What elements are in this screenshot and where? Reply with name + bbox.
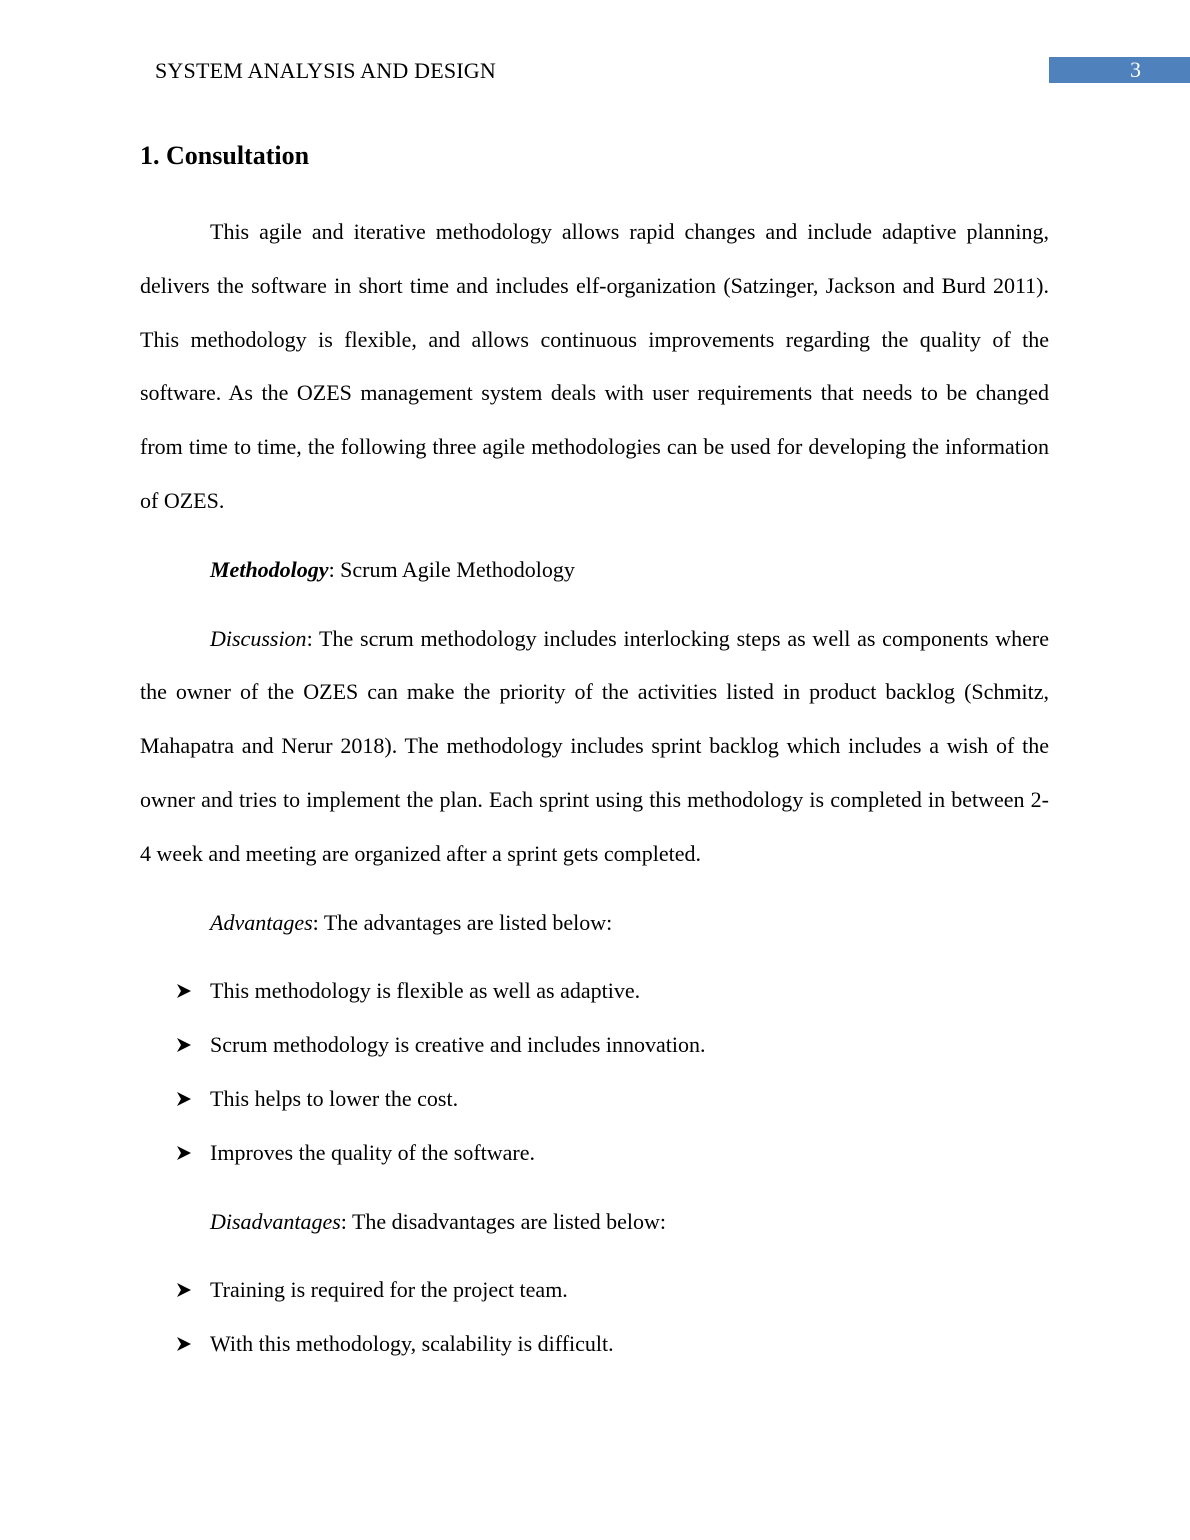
list-item — [140, 1126, 1049, 1180]
advantages-intro-text: : The advantages are listed below: — [312, 909, 613, 935]
advantages-list — [140, 964, 1049, 1179]
document-body — [140, 205, 1049, 1371]
arrowhead-bullet-icon — [176, 1263, 196, 1317]
list-item — [140, 1072, 1049, 1126]
methodology-label: Methodology — [210, 556, 329, 582]
disadvantages-label: Disadvantages — [210, 1208, 341, 1234]
list-item-text: This helps to lower the cost. — [210, 1085, 459, 1111]
arrowhead-bullet-icon — [176, 1317, 196, 1371]
list-item-text: With this methodology, scalability is difficult. — [210, 1331, 614, 1357]
list-item-text: Improves the quality of the software. — [210, 1139, 536, 1165]
list-item-text: Training is required for the project team. — [210, 1277, 568, 1303]
page-number: 3 — [1130, 57, 1141, 82]
discussion-paragraph — [140, 612, 1049, 881]
advantages-intro — [140, 896, 1049, 950]
arrowhead-bullet-icon — [176, 1018, 196, 1072]
list-item-text: Scrum methodology is creative and includes innovation. — [210, 1032, 706, 1058]
section-heading: 1. Consultation — [140, 141, 310, 170]
page-number-box — [1049, 57, 1190, 83]
running-head: SYSTEM ANALYSIS AND DESIGN — [155, 58, 496, 83]
arrowhead-bullet-icon — [176, 1126, 196, 1180]
list-item — [140, 964, 1049, 1018]
list-item — [140, 1018, 1049, 1072]
methodology-line — [140, 543, 1049, 597]
advantages-label: Advantages — [210, 909, 313, 935]
discussion-text: : The scrum methodology includes interlocking steps as well as components where the owner of the OZES can make the priority of the activities listed in product backlog (Schmitz, Mahapatra and Nerur 2018). The methodology includes sprint backlog which includes a wish of the owner and tries to implement the plan. Each sprint using this methodology is completed in between 2-4 week and meeting are organized after a sprint gets completed. — [140, 625, 1049, 866]
disadvantages-intro-text: : The disadvantages are listed below: — [340, 1208, 666, 1234]
disadvantages-list — [140, 1263, 1049, 1371]
list-item-text: This methodology is flexible as well as adaptive. — [210, 978, 641, 1004]
disadvantages-intro — [140, 1195, 1049, 1249]
intro-paragraph: This agile and iterative methodology allows rapid changes and include adaptive planning, delivers the software in short time and includes elf-organization (Satzinger, Jackson and Burd 2011). This methodology is flexible, and allows continuous improvements regarding the quality of the software. As the OZES management system deals with user requirements that needs to be changed from time to time, the following three agile methodologies can be used for developing the information of OZES. — [140, 219, 1049, 513]
arrowhead-bullet-icon — [176, 1072, 196, 1126]
methodology-value: : Scrum Agile Methodology — [328, 556, 575, 582]
discussion-label: Discussion — [210, 625, 307, 651]
list-item — [140, 1317, 1049, 1371]
arrowhead-bullet-icon — [176, 964, 196, 1018]
list-item — [140, 1263, 1049, 1317]
